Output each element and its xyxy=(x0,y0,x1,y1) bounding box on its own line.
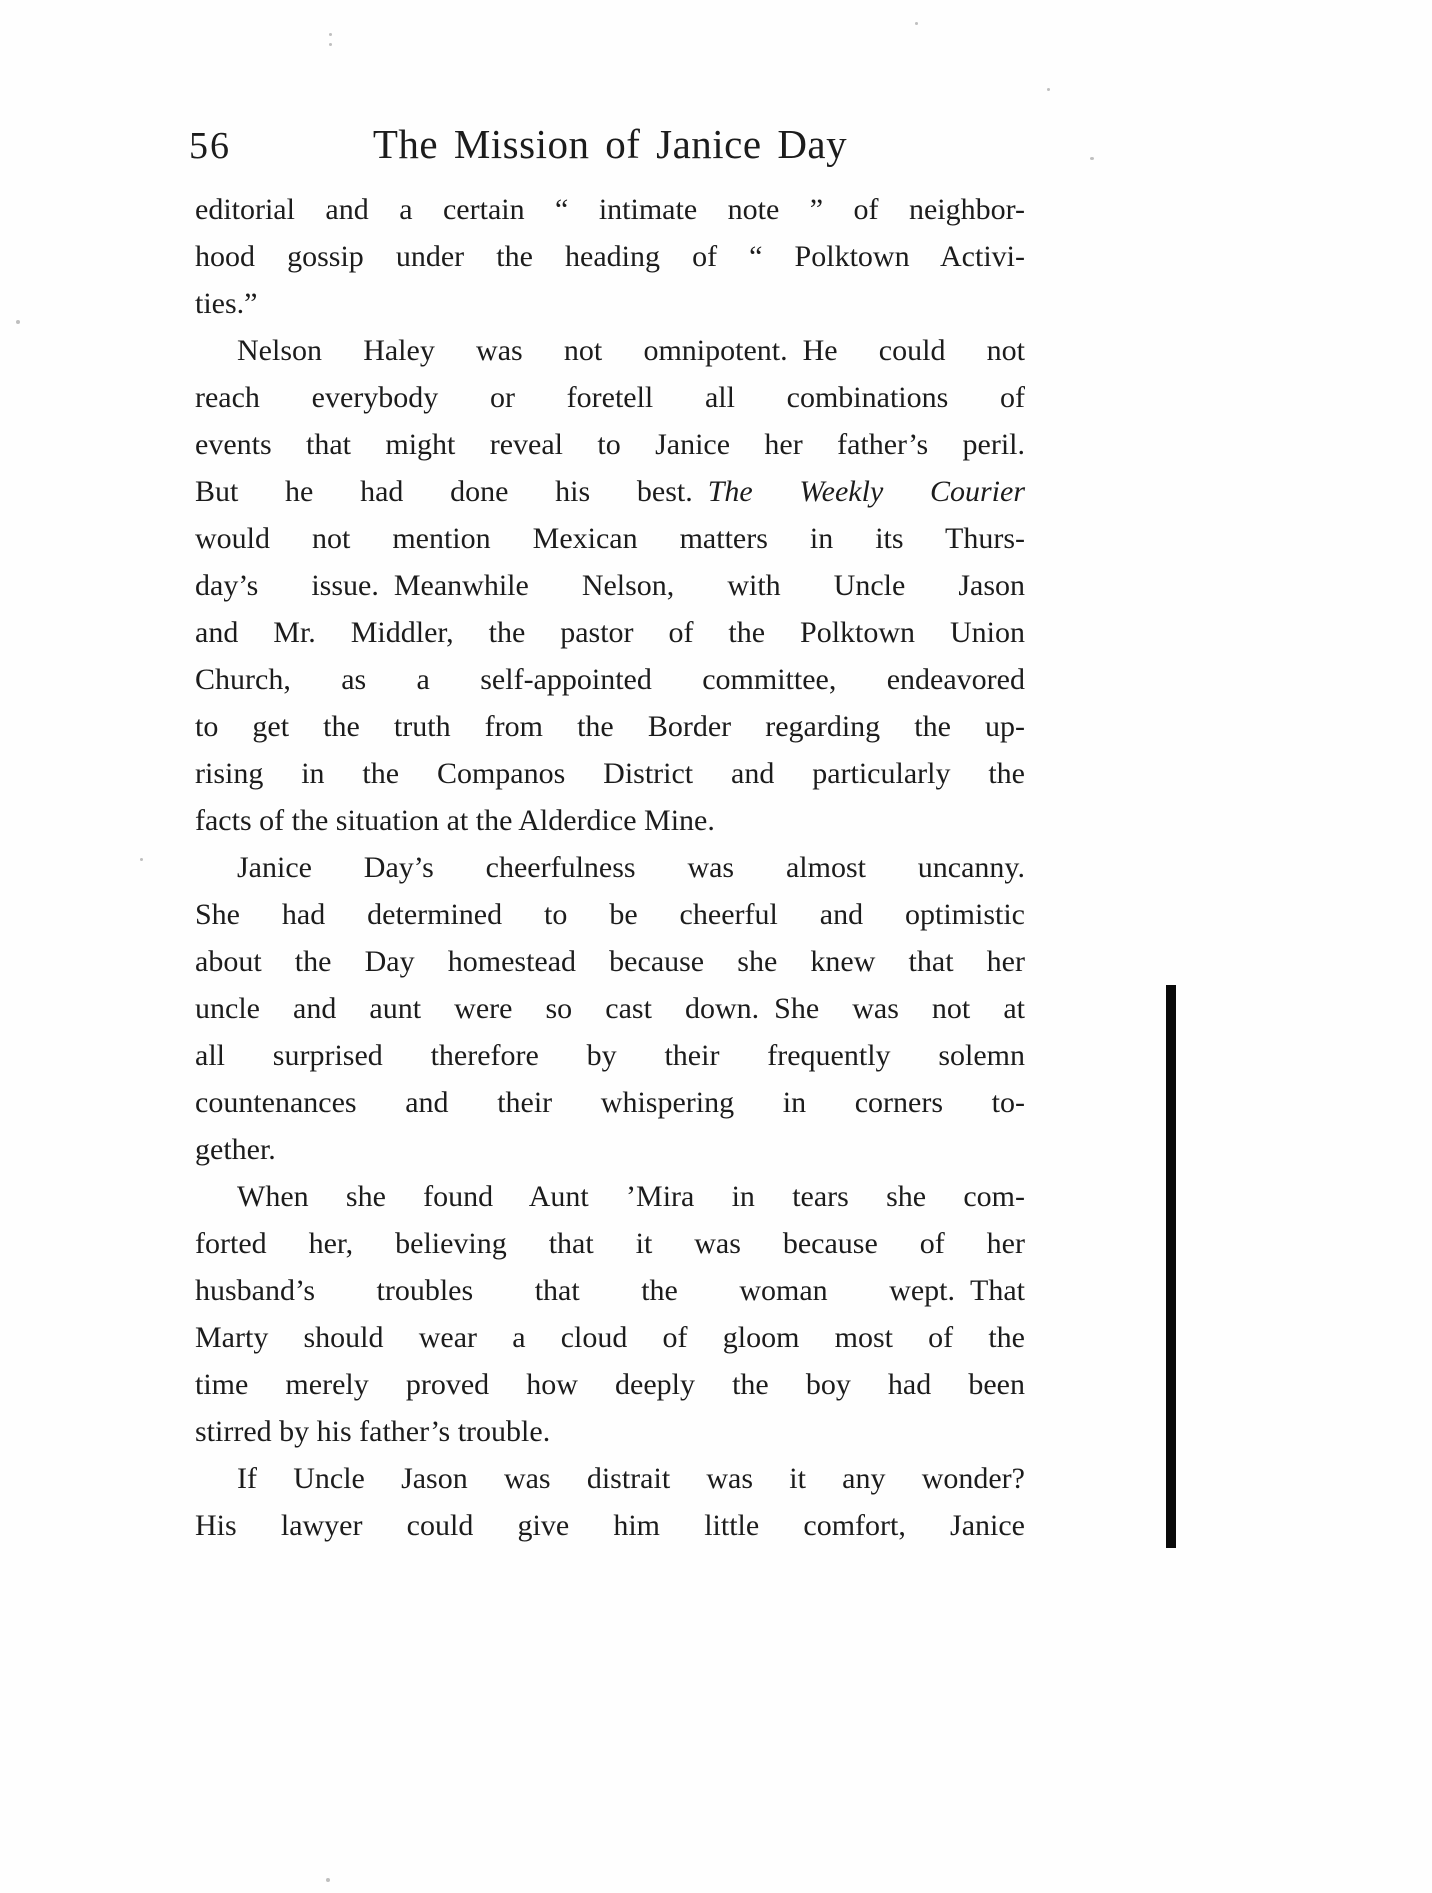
text-line xyxy=(195,797,1025,844)
text-line xyxy=(195,1408,1025,1455)
text-segment: forted her, believing that it was because of her xyxy=(195,1227,1025,1260)
scan-speck xyxy=(326,1878,330,1882)
text-segment: ties.” xyxy=(195,287,258,320)
paragraph xyxy=(195,1455,1025,1549)
text-line xyxy=(195,421,1025,468)
text-segment: Church, as a self-appointed committee, endeavored xyxy=(195,663,1025,696)
italic-text: The Weekly Courier xyxy=(707,475,1025,508)
text-segment: about the Day homestead because she knew that her xyxy=(195,945,1025,978)
text-segment: rising in the Companos District and particularly the xyxy=(195,757,1025,790)
text-segment: His lawyer could give him little comfort, Janice xyxy=(195,1509,1025,1542)
text-line xyxy=(195,1455,1025,1502)
scan-speck xyxy=(1090,157,1094,160)
text-line xyxy=(195,562,1025,609)
text-line xyxy=(195,280,1025,327)
text-segment: all surprised therefore by their frequently solemn xyxy=(195,1039,1025,1072)
text-line xyxy=(195,1126,1025,1173)
text-line xyxy=(195,1220,1025,1267)
text-line xyxy=(195,1502,1025,1549)
text-segment: uncle and aunt were so cast down. She was not at xyxy=(195,992,1025,1025)
scan-speck xyxy=(329,43,332,46)
text-segment: countenances and their whispering in corners to- xyxy=(195,1086,1025,1119)
scan-artifact-bar xyxy=(1166,985,1176,1548)
text-line xyxy=(195,1032,1025,1079)
text-line xyxy=(195,186,1025,233)
text-line xyxy=(195,233,1025,280)
text-segment: husband’s troubles that the woman wept. That xyxy=(195,1274,1025,1307)
running-title: The Mission of Janice Day xyxy=(372,121,848,167)
paragraph xyxy=(195,327,1025,844)
text-segment: would not mention Mexican matters in its Thurs- xyxy=(195,522,1025,555)
scan-speck xyxy=(1047,88,1050,91)
text-line xyxy=(195,985,1025,1032)
scan-speck xyxy=(329,33,332,36)
scan-speck xyxy=(16,320,20,324)
text-line xyxy=(195,1079,1025,1126)
text-segment: If Uncle Jason was distrait was it any wonder? xyxy=(237,1462,1025,1495)
text-segment: to get the truth from the Border regarding the up- xyxy=(195,710,1025,743)
text-segment: events that might reveal to Janice her father’s peril. xyxy=(195,428,1025,461)
text-line xyxy=(195,938,1025,985)
text-line xyxy=(195,374,1025,421)
text-line xyxy=(195,468,1025,515)
text-segment: When she found Aunt ’Mira in tears she com- xyxy=(237,1180,1025,1213)
text-line xyxy=(195,609,1025,656)
text-segment: hood gossip under the heading of “ Polktown Activi- xyxy=(195,240,1025,273)
scan-speck xyxy=(915,22,918,25)
text-segment: Marty should wear a cloud of gloom most of the xyxy=(195,1321,1025,1354)
paragraph xyxy=(195,186,1025,327)
text-segment: stirred by his father’s trouble. xyxy=(195,1415,551,1448)
paragraph xyxy=(195,844,1025,1173)
text-line xyxy=(195,1173,1025,1220)
text-line xyxy=(195,750,1025,797)
page-number: 56 xyxy=(189,125,231,167)
text-line xyxy=(195,327,1025,374)
paragraph xyxy=(195,1173,1025,1455)
text-line xyxy=(195,1267,1025,1314)
text-line xyxy=(195,515,1025,562)
text-line xyxy=(195,891,1025,938)
text-segment: But he had done his best. xyxy=(195,475,708,508)
page-header xyxy=(189,120,1025,176)
text-segment: facts of the situation at the Alderdice Mine. xyxy=(195,804,715,837)
text-line xyxy=(195,656,1025,703)
text-line xyxy=(195,1361,1025,1408)
scan-speck xyxy=(140,858,143,861)
text-segment: gether. xyxy=(195,1133,276,1166)
text-segment: She had determined to be cheerful and optimistic xyxy=(195,898,1025,931)
text-segment: reach everybody or foretell all combinations of xyxy=(195,381,1025,414)
text-line xyxy=(195,703,1025,750)
text-line xyxy=(195,844,1025,891)
text-segment: editorial and a certain “ intimate note ” of neighbor- xyxy=(195,193,1025,226)
text-segment: time merely proved how deeply the boy had been xyxy=(195,1368,1025,1401)
text-segment: Janice Day’s cheerfulness was almost uncanny. xyxy=(237,851,1025,884)
text-line xyxy=(195,1314,1025,1361)
text-block xyxy=(195,186,1025,1549)
text-segment: and Mr. Middler, the pastor of the Polktown Union xyxy=(195,616,1025,649)
text-segment: Nelson Haley was not omnipotent. He could not xyxy=(237,334,1025,367)
text-segment: day’s issue. Meanwhile Nelson, with Uncle Jason xyxy=(195,569,1025,602)
